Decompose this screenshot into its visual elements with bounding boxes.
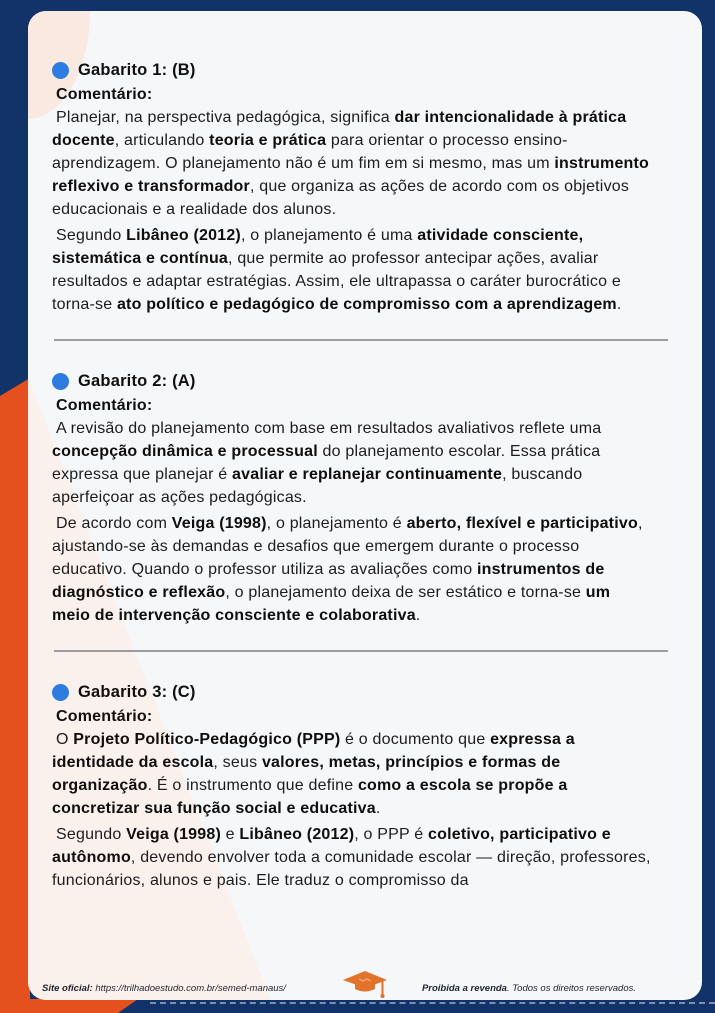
comentario-label: Comentário: [56, 86, 153, 103]
footer-site-label: Site oficial: [42, 983, 93, 994]
comentario-paragraph: De acordo com Veiga (1998), o planejamento é aberto, flexível e participativo, ajustando-se às demandas e desafios que emergem durante o processo educativo. Quando o professor utiliza as avaliações como instrumentos de diagnóstico e reflexão, o planejamento deixa de ser estático e torna-se um meio de intervenção consciente e colaborativa. [52, 515, 643, 624]
comentario-paragraph: Segundo Libâneo (2012), o planejamento é uma atividade consciente, sistemática e contínua, que permite ao professor antecipar ações, avaliar resultados e adaptar estratégias. Assim, ele ultrapassa o caráter burocrático e torna-se ato político e pedagógico de compromisso com a aprendizagem. [52, 227, 622, 313]
bullet-circle-icon [52, 684, 69, 701]
footer-site-url: https://trilhadoestudo.com.br/semed-manaus/ [92, 983, 286, 994]
comentario-label: Comentário: [56, 708, 153, 725]
gabarito-title: Gabarito 2: (A) [78, 372, 196, 390]
comentario-paragraph: A revisão do planejamento com base em resultados avaliativos reflete uma concepção dinâmica e processual do planejamento escolar. Essa prática expressa que planejar é avaliar e replanejar continuamente, buscando aperfeiçoar as ações pedagógicas. [52, 420, 602, 506]
footer-rights-text [422, 983, 636, 995]
dashed-line-decoration [150, 1002, 715, 1004]
bullet-circle-icon [52, 373, 69, 390]
graduation-cap-icon [341, 969, 389, 999]
footer-rights-rest: . Todos os direitos reservados. [506, 983, 636, 994]
orange-bottom-accent [0, 999, 160, 1013]
gabarito-title: Gabarito 1: (B) [78, 61, 196, 79]
section-heading-row [52, 59, 674, 82]
orange-left-accent [0, 378, 30, 1013]
comentario-label: Comentário: [56, 397, 153, 414]
footer-revenda-label: Proibida a revenda [421, 983, 507, 994]
gabarito-section [52, 681, 674, 892]
content-card [28, 11, 702, 1000]
section-divider [54, 339, 668, 341]
bullet-circle-icon [52, 62, 69, 79]
gabarito-title: Gabarito 3: (C) [78, 683, 196, 701]
gabarito-section [52, 59, 674, 341]
section-heading-row [52, 370, 674, 393]
footer-bar [28, 966, 702, 1000]
section-heading-row [52, 681, 674, 704]
gabarito-section [52, 370, 674, 652]
comentario-body [52, 417, 652, 627]
comentario-body [52, 728, 652, 892]
footer-site-text [42, 983, 286, 995]
sections-container [28, 11, 702, 892]
section-divider [54, 650, 668, 652]
comentario-paragraph: Planejar, na perspectiva pedagógica, significa dar intencionalidade à prática docente, articulando teoria e prática para orientar o processo ensino-aprendizagem. O planejamento não é um fim em si mesmo, mas um instrumento reflexivo e transformador, que organiza as ações de acordo com os objetivos educacionais e a realidade dos alunos. [52, 109, 650, 218]
comentario-paragraph: O Projeto Político-Pedagógico (PPP) é o documento que expressa a identidade da escola, seus valores, metas, princípios e formas de organização. É o instrumento que define como a escola se propõe a concretizar sua função social e educativa. [52, 731, 575, 817]
comentario-body [52, 106, 652, 316]
comentario-paragraph: Segundo Veiga (1998) e Libâneo (2012), o PPP é coletivo, participativo e autônomo, devendo envolver toda a comunidade escolar — direção, professores, funcionários, alunos e pais. Ele traduz o compromisso da [52, 826, 651, 889]
